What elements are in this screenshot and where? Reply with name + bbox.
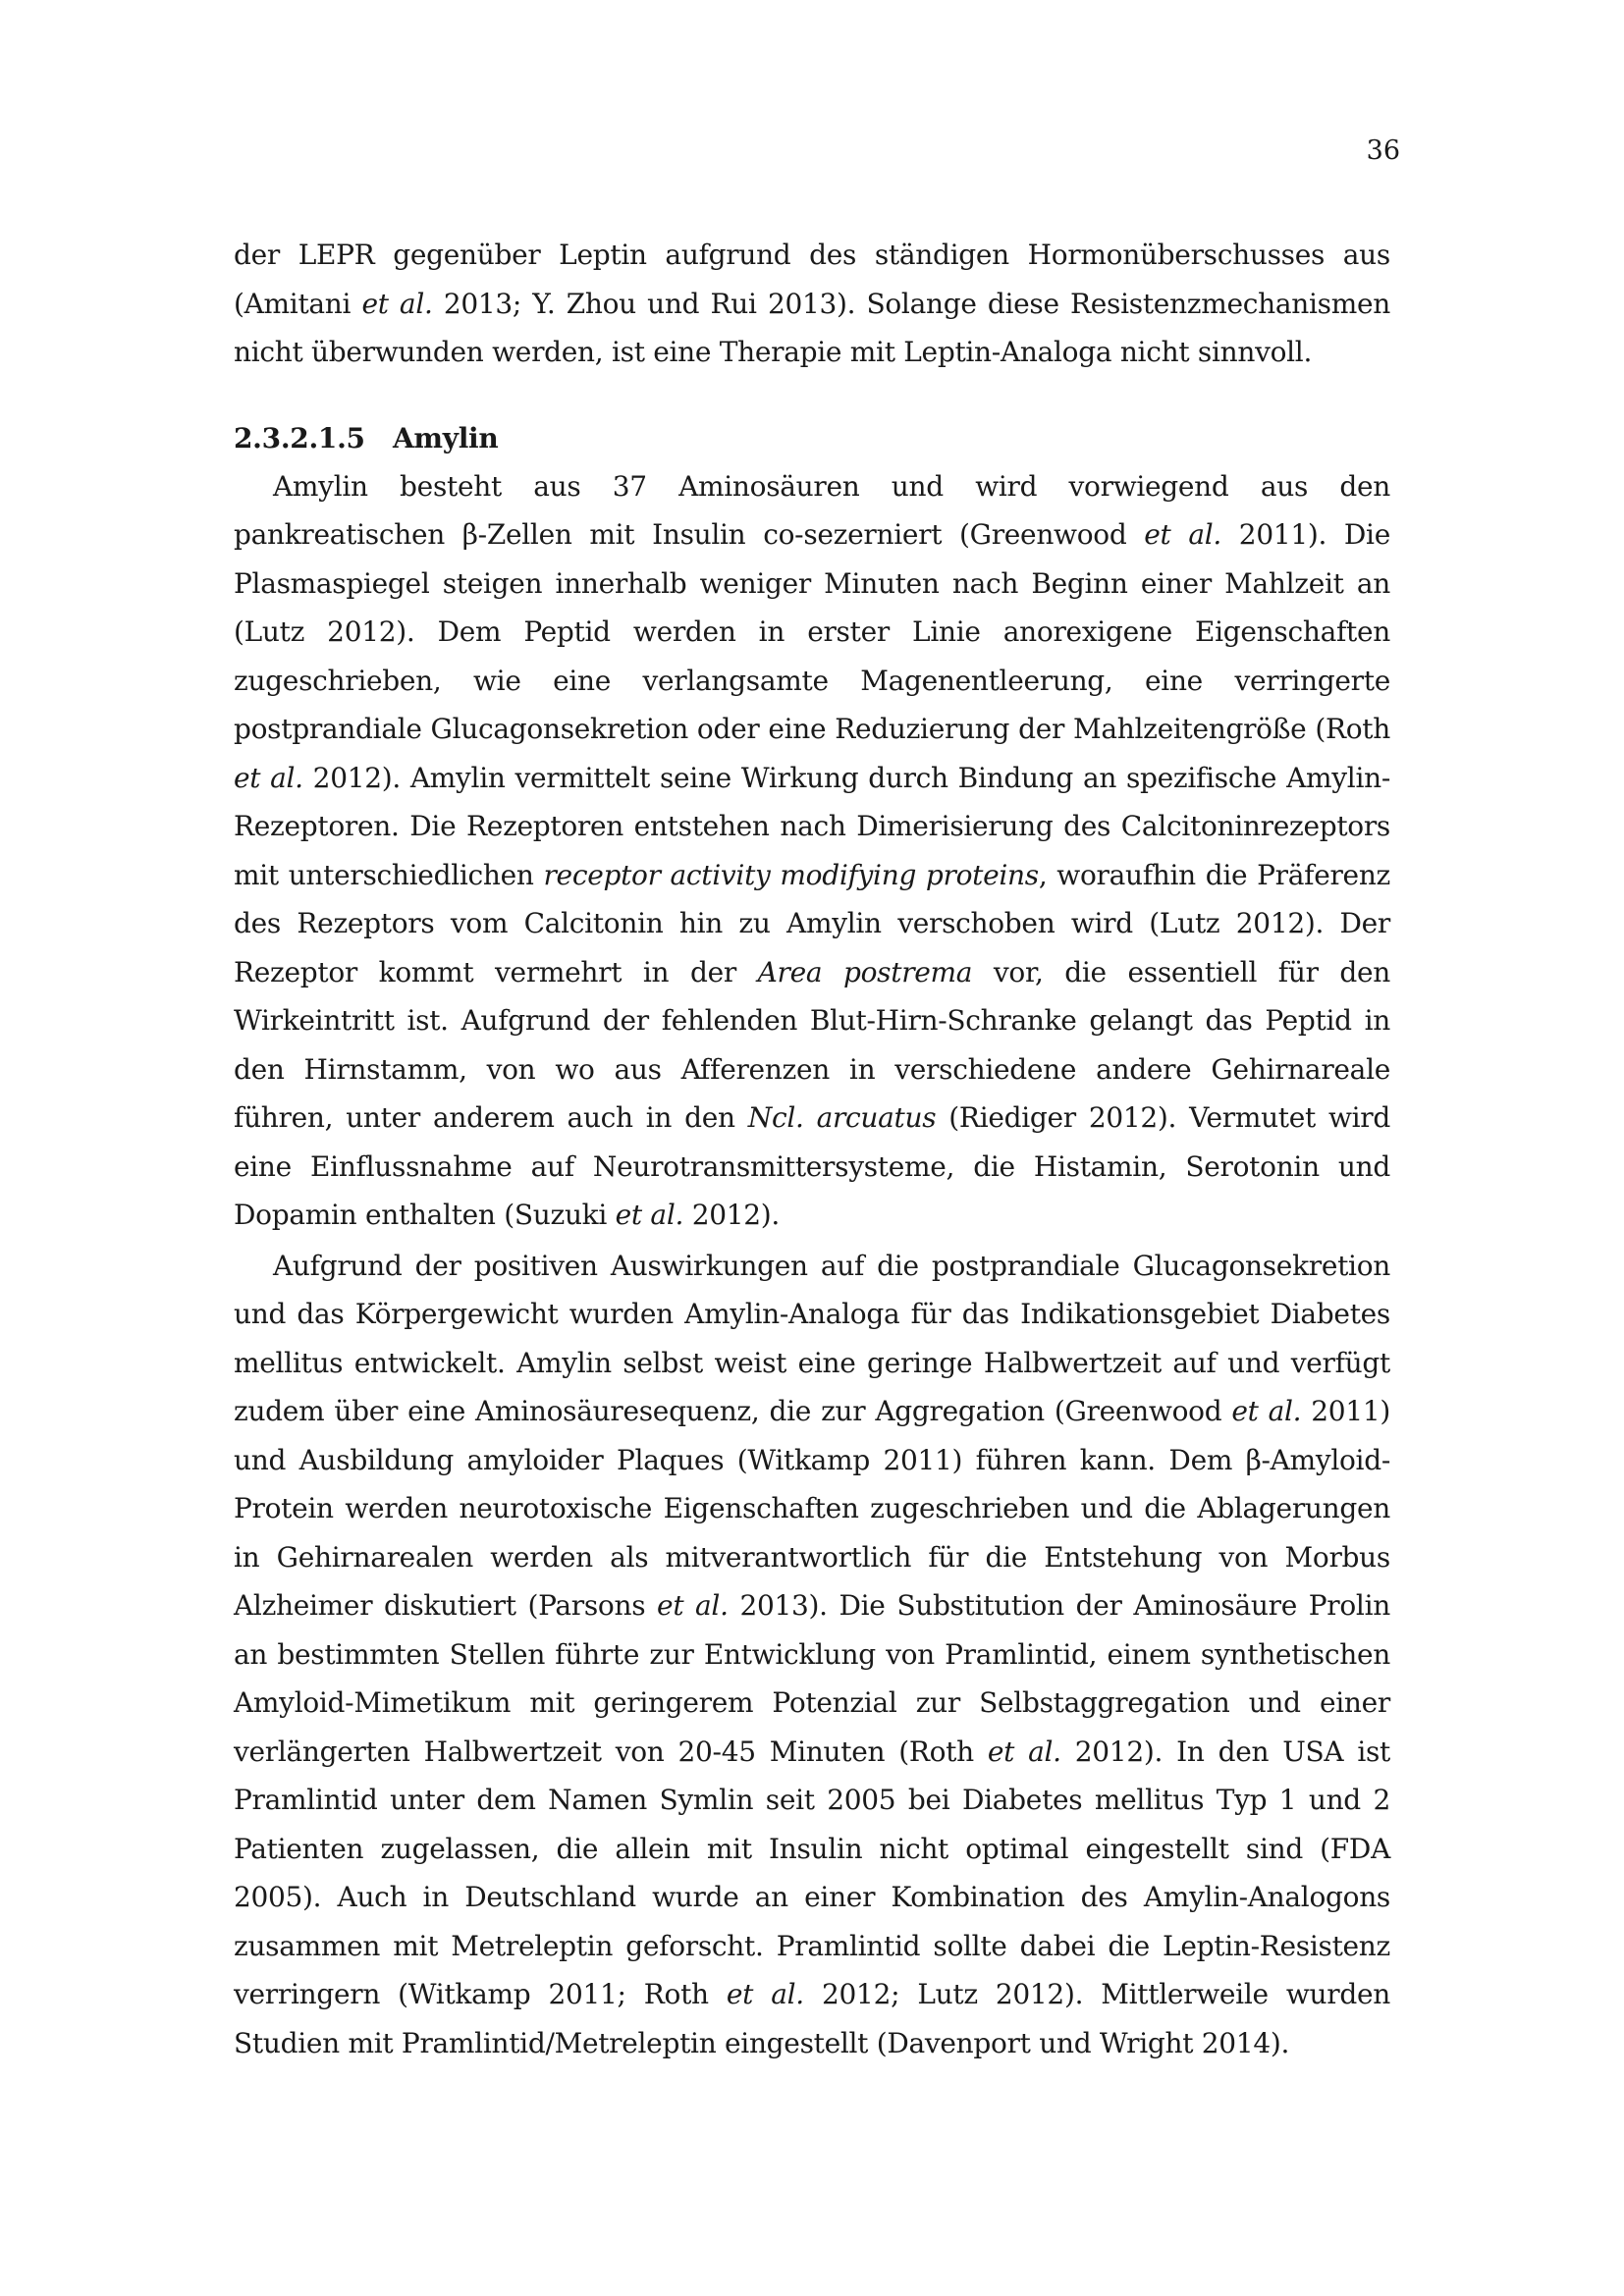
intro-paragraph	[234, 231, 1390, 377]
text-run: , woraufhin die Präferenz des Rezeptors vom Calcitonin hin zu Amylin verschoben wird (Lutz 2012). Der Rezeptor kommt vermehrt in der	[234, 858, 1390, 988]
text-run: 2012). In den USA ist Pramlintid unter dem Namen Symlin seit 2005 bei Diabetes mellitus Typ 1 und 2 Patienten zugelassen, die allein mit Insulin nicht optimal eingestellt sind (FDA 2005). Auch in Deutschland wurde an einer Kombination des Amylin-Analogons zusammen mit Metreleptin geforscht. Pramlintid sollte dabei die Leptin-Resistenz verringern (Witkamp 2011; Roth	[234, 1735, 1390, 2010]
section-heading	[234, 414, 1390, 462]
text-run: 2012). Amylin vermittelt seine Wirkung durch Bindung an spezifische Amylin-Rezeptoren. Die Rezeptoren entstehen nach Dimerisierung des Calcitoninrezeptors mit unterschiedlichen	[234, 761, 1390, 891]
page-number: 36	[1366, 135, 1400, 166]
text-run: Aufgrund der positiven Auswirkungen auf die postprandiale Glucagonsekretion und das Körpergewicht wurden Amylin-Analoga für das Indikationsgebiet Diabetes mellitus entwickelt. Amylin selbst weist eine geringe Halbwertzeit auf und verfügt zudem über eine Aminosäuresequenz, die zur Aggregation (Greenwood	[234, 1249, 1390, 1427]
italic-run: et al.	[361, 287, 433, 320]
text-run: 2011) und Ausbildung amyloider Plaques (Witkamp 2011) führen kann. Dem β-Amyloid-Protein werden neurotoxische Eigenschaften zugeschrieben und die Ablagerungen in Gehirnarealen werden als mitverantwortlich für die Entstehung von Morbus Alzheimer diskutiert (Parsons	[234, 1395, 1390, 1622]
text-run: 2013). Die Substitution der Aminosäure Prolin an bestimmten Stellen führte zur Entwicklung von Pramlintid, einem synthetischen Amyloid-Mimetikum mit geringerem Potenzial zur Selbstaggregation und einer verlängerten Halbwertzeit von 20-45 Minuten (Roth	[234, 1589, 1390, 1768]
text-run: vor, die essentiell für den Wirkeintritt ist. Aufgrund der fehlenden Blut-Hirn-Schranke gelangt das Peptid in den Hirnstamm, von wo aus Afferenzen in verschiedene andere Gehirnareale führen, unter anderem auch in den	[234, 955, 1390, 1134]
text-run: (Riediger 2012). Vermutet wird eine Einflussnahme auf Neurotransmittersysteme, die Histamin, Serotonin und Dopamin enthalten (Suzuki	[234, 1101, 1390, 1231]
paragraph-amylin-2	[234, 1242, 1390, 2068]
italic-run: et al.	[234, 761, 303, 794]
italic-run: et al.	[1231, 1395, 1302, 1427]
text-run: 2013; Y. Zhou und Rui 2013). Solange diese Resistenzmechanismen nicht überwunden werden, ist eine Therapie mit Leptin-Analoga nicht sinnvoll.	[234, 287, 1390, 368]
italic-run: Area postrema	[757, 955, 973, 988]
italic-run: Ncl. arcuatus	[747, 1101, 937, 1134]
text-run: 2012).	[683, 1199, 780, 1231]
text-run: 2011). Die Plasmaspiegel steigen innerhalb weniger Minuten nach Beginn einer Mahlzeit an (Lutz 2012). Dem Peptid werden in erster Linie anorexigene Eigenschaften zugeschrieben, wie eine verlangsamte Magenentleerung, eine verringerte postprandiale Glucagonsekretion oder eine Reduzierung der Mahlzeitengröße (Roth	[234, 518, 1390, 745]
text-run: Amylin besteht aus 37 Aminosäuren und wird vorwiegend aus den pankreatischen β-Zellen mit Insulin co-sezerniert (Greenwood	[234, 469, 1390, 551]
italic-run: et al.	[726, 1978, 804, 2010]
section-title: Amylin	[393, 421, 499, 454]
text-run: 2012; Lutz 2012). Mittlerweile wurden Studien mit Pramlintid/Metreleptin eingestellt (Davenport und Wright 2014).	[234, 1978, 1390, 2059]
italic-run: et al.	[615, 1199, 684, 1231]
section-number: 2.3.2.1.5	[234, 421, 365, 454]
italic-run: et al.	[1144, 518, 1221, 551]
text-run: der LEPR gegenüber Leptin aufgrund des ständigen Hormonüberschusses aus (Amitani	[234, 239, 1390, 320]
italic-run: et al.	[987, 1735, 1061, 1768]
italic-run: receptor activity modifying proteins	[543, 858, 1039, 891]
italic-run: et al.	[657, 1589, 729, 1622]
document-body	[234, 231, 1390, 2067]
paragraph-amylin-1	[234, 462, 1390, 1240]
